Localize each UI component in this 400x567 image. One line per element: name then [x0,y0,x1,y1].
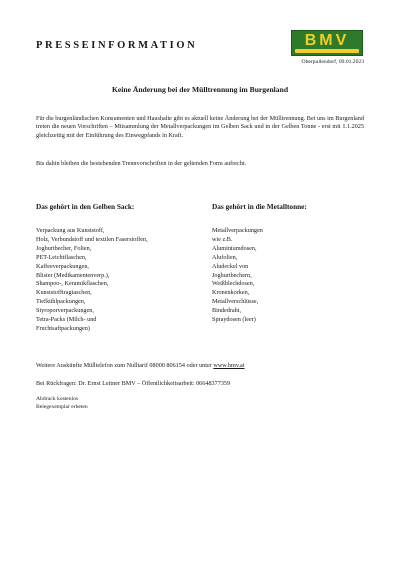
copy-request-note: Belegexemplar erbeten [36,404,88,410]
list-item: Kronenkorken, [212,289,250,297]
press-heading: PRESSEINFORMATION [36,40,198,51]
list-item: Verpackung aus Kunststoff, [36,227,105,234]
list-item: Bindedraht, [212,307,242,315]
yellow-bag-heading: Das gehört in den Gelben Sack: [36,202,135,211]
list-item: Tiefkühlpackungen, [36,298,86,306]
intro-paragraph: Für die burgenländischen Konsumenten und Haushalte gibt es aktuell keine Änderung bei der Mülltrennung. Bei uns im Burgenland treten die neuen Vorschriften – Mitsammlung der Metallverpackungen im Gelben Sack und in der Gelben Tonne - erst mit 1.1.2025 gleichzeitig mit der Einführung des Einwegpfands in Kraft. [36,115,364,139]
list-item: Styroporverpackungen, [36,307,94,315]
bmv-logo-text: BMV [304,32,350,49]
reprint-note: Abdruck kostenlos [36,396,79,402]
document-title: Keine Änderung bei der Mülltrennung im Burgenland [111,85,289,94]
metal-bin-list [212,227,362,325]
hotline-info [36,362,245,369]
bmv-logo-strip [295,49,359,53]
list-item: Alufolien, [212,253,238,261]
list-item: Joghurtbechern, [212,271,252,279]
yellow-bag-list [36,227,196,334]
list-item: Aluminiumdosen, [212,244,257,252]
list-item: PET-Leichtflaschen, [36,253,87,261]
list-item: Joghurtbecher, Folien, [36,244,92,252]
list-item: Kunststofftragtaschen, [36,289,92,297]
list-item: Spraydosen (leer) [212,316,256,324]
contact-info: Bei Rückfragen: Dr. Ernst Leitner BMV – Öffentlichkeitsarbeit: 06648377359 [36,380,231,387]
list-item: Metallverschlüsse, [212,298,259,306]
list-item: Tetra-Packs (Milch- und [36,316,97,324]
hotline-text: Weitere Auskünfte Mülltelefon zum Nulltarif 08000 806154 oder unter [36,362,214,369]
list-item: Aludeckel von [212,262,249,270]
list-item: Holz, Verbundstoff und textilen Faserstoffen, [36,235,148,243]
website-link[interactable]: www.bmv.at [213,362,245,369]
bmv-logo [291,30,363,56]
list-item: Metallverpackungen [212,227,263,234]
list-item: Blister (Medikamentenverp.), [36,271,110,279]
place-date: Oberpullendorf, 09.01.2023 [301,59,364,65]
metal-bin-heading: Das gehört in die Metalltonne: [212,202,307,211]
second-paragraph: Bis dahin bleiben die bestehenden Trennvorschriften in der geltenden Form aufrecht. [36,160,247,167]
list-item: Weißblechdosen, [212,280,255,288]
list-item: wie z.B. [212,235,233,243]
list-item: Fruchtsaftpackungen) [36,324,90,332]
list-item: Kaffeeverpackungen, [36,262,89,270]
list-item: Shampoo-, Keramikflaschen, [36,280,109,288]
